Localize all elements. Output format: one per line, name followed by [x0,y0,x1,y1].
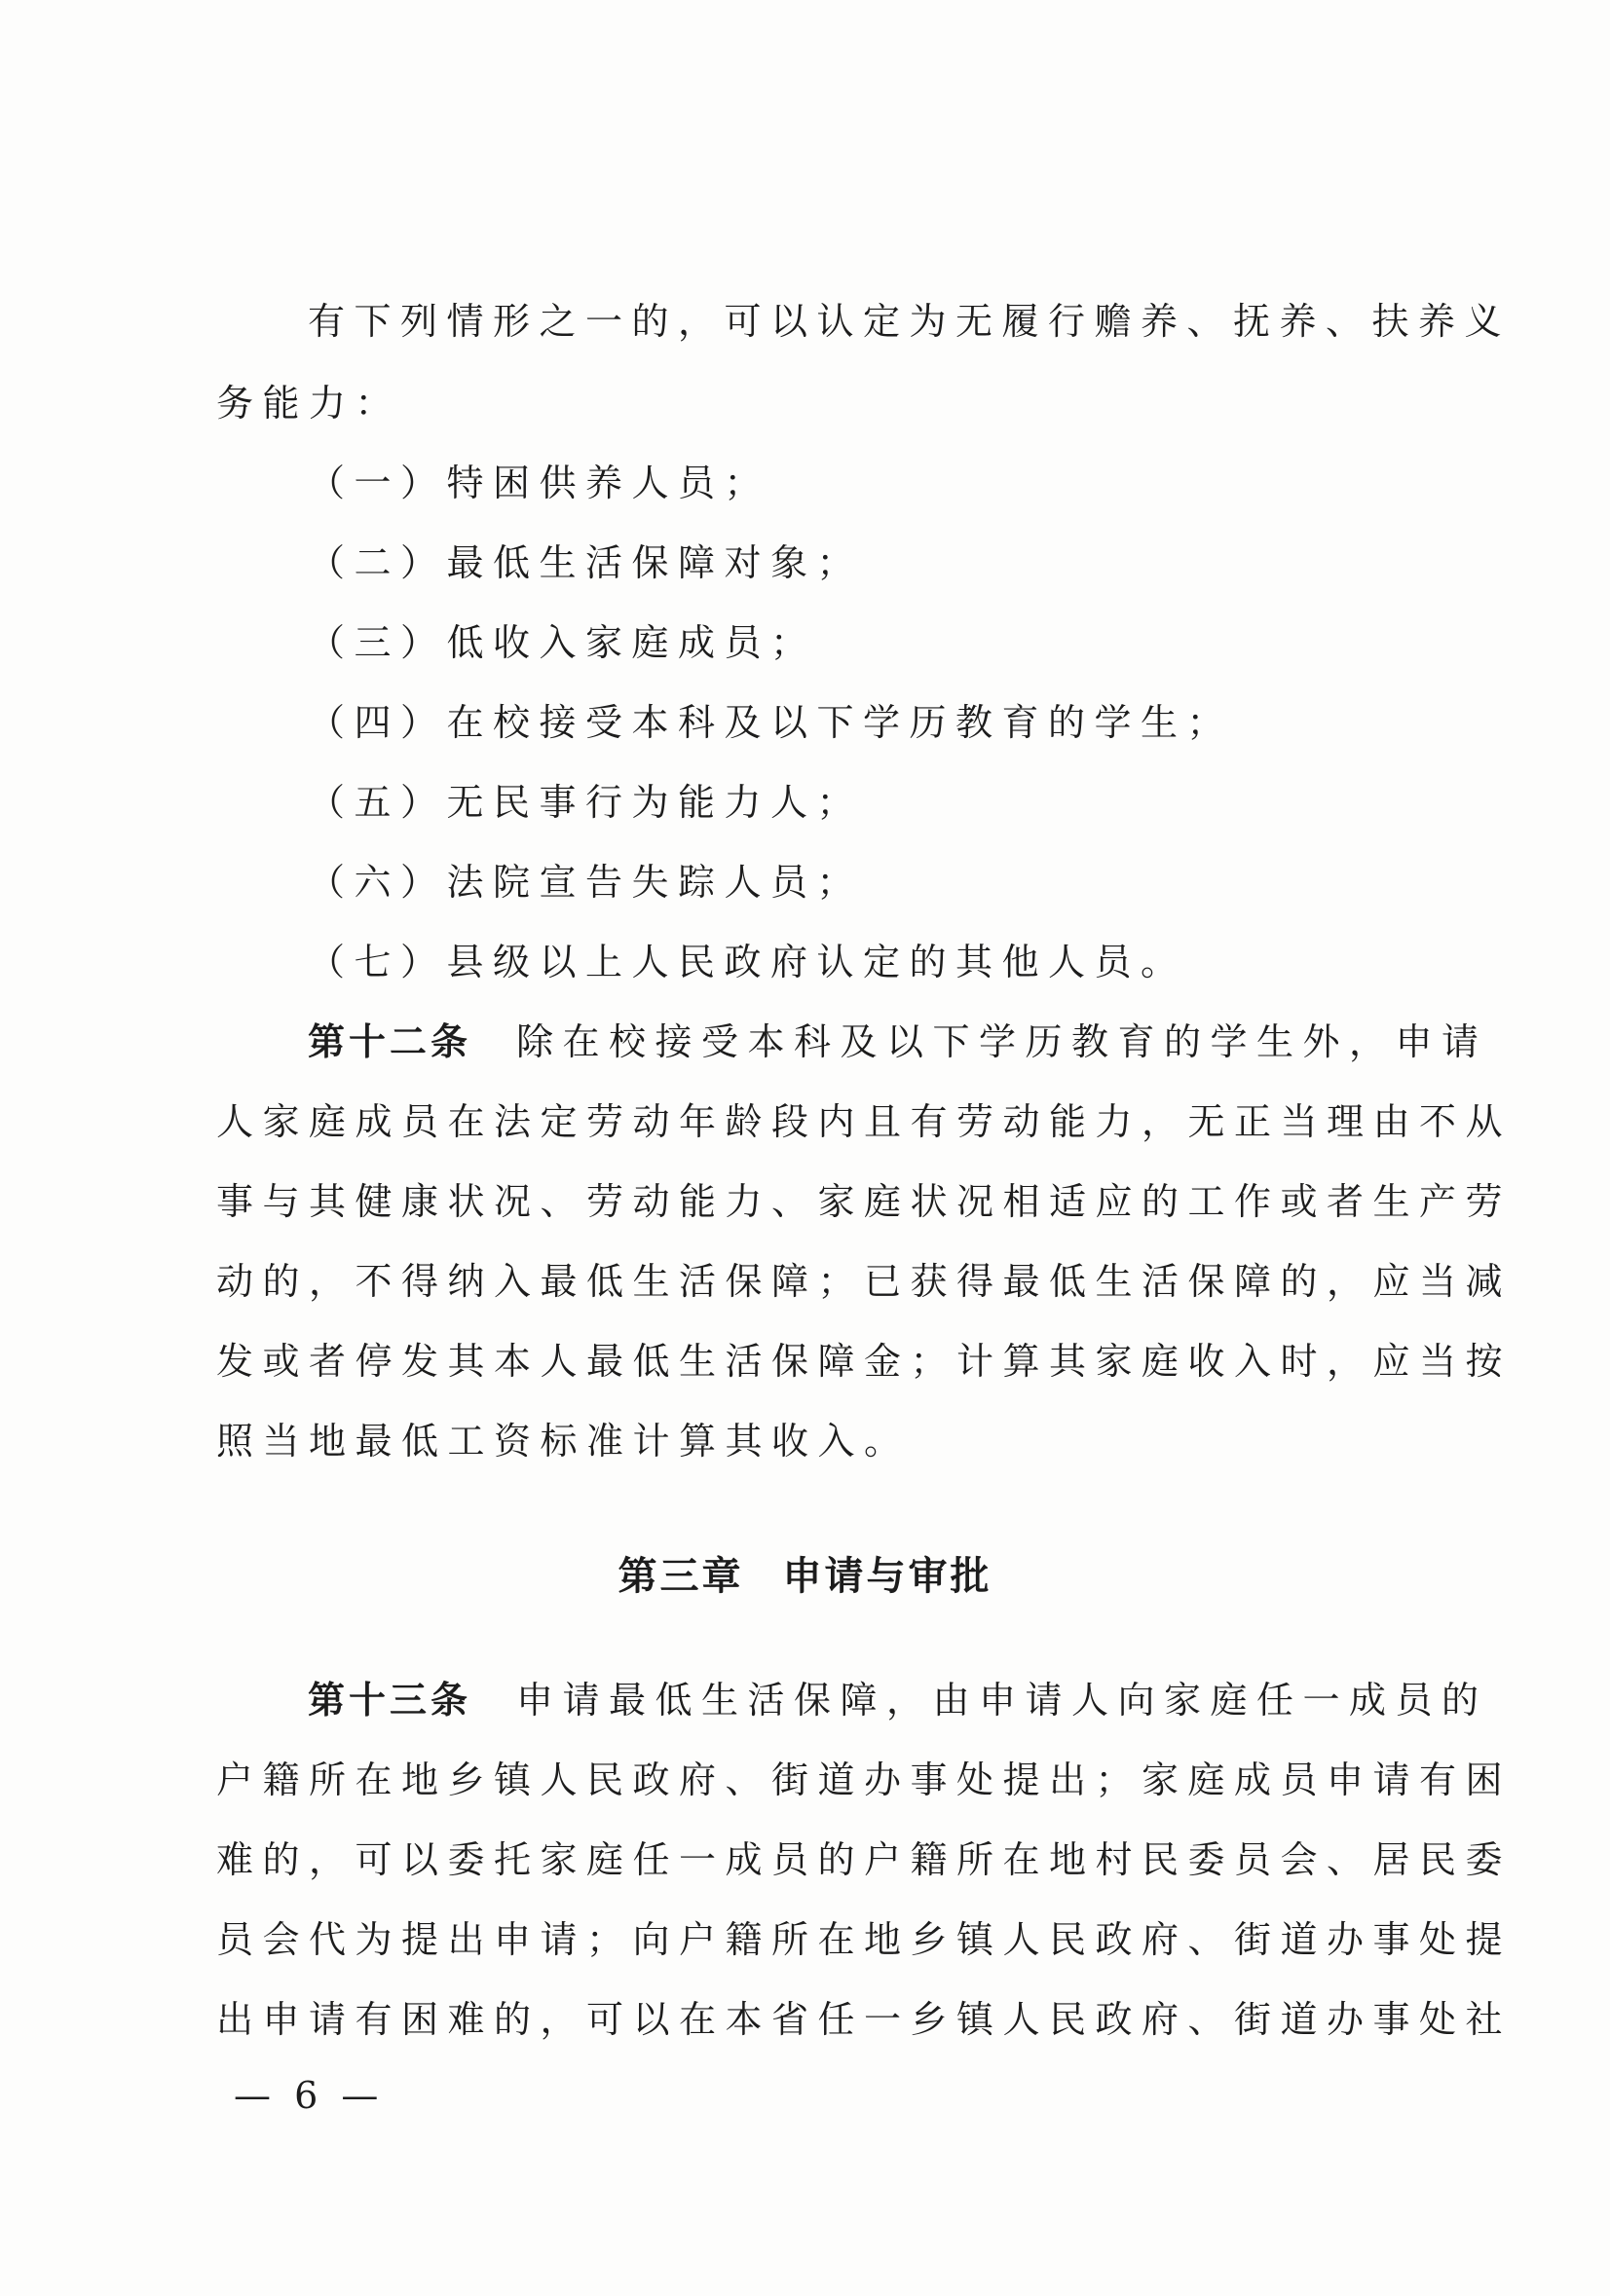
page-number: — 6 — [234,2074,385,2117]
article-12-text-5: 发或者停发其本人最低生活保障金；计算其家庭收入时，应当按 [216,1340,1513,1383]
article-13-first-line [308,1677,1488,1723]
article-12-text-2: 人家庭成员在法定劳动年龄段内且有劳动能力，无正当理由不从 [216,1100,1513,1143]
article-13-text-2: 户籍所在地乡镇人民政府、街道办事处提出；家庭成员申请有困 [216,1759,1513,1801]
intro-line-2: 务能力： [216,382,402,425]
article-13-text-3: 难的，可以委托家庭任一成员的户籍所在地村民委员会、居民委 [216,1838,1513,1881]
intro-line-1: 有下列情形之一的，可以认定为无履行赡养、抚养、扶养义 [308,300,1512,343]
article-12-text-3: 事与其健康状况、劳动能力、家庭状况相适应的工作或者生产劳 [216,1180,1513,1223]
article-13-text-4: 员会代为提出申请；向户籍所在地乡镇人民政府、街道办事处提 [216,1918,1513,1961]
article-13-title: 第十三条 [308,1678,472,1722]
article-12-first-line [308,1018,1488,1065]
chapter-title: 申请与审批 [782,1553,992,1599]
list-item-2: （二）最低生活保障对象； [308,541,864,584]
list-item-1: （一）特困供养人员； [308,462,771,504]
list-item-4: （四）在校接受本科及以下学历教育的学生； [308,701,1234,744]
list-item-5: （五）无民事行为能力人； [308,781,864,824]
article-12-text-6: 照当地最低工资标准计算其收入。 [216,1420,911,1463]
list-item-3: （三）低收入家庭成员； [308,621,817,664]
chapter-heading [0,1552,1610,1601]
article-13-text-1: 申请最低生活保障，由申请人向家庭任一成员的 [516,1679,1488,1722]
article-12-text-1: 除在校接受本科及以下学历教育的学生外，申请 [516,1020,1488,1063]
article-12-text-4: 动的，不得纳入最低生活保障；已获得最低生活保障的，应当减 [216,1260,1513,1303]
list-item-6: （六）法院宣告失踪人员； [308,861,864,904]
list-item-7: （七）县级以上人民政府认定的其他人员。 [308,941,1187,983]
article-13-text-5: 出申请有困难的，可以在本省任一乡镇人民政府、街道办事处社 [216,1998,1513,2041]
chapter-number: 第三章 [618,1553,744,1599]
article-12-title: 第十二条 [308,1019,472,1063]
